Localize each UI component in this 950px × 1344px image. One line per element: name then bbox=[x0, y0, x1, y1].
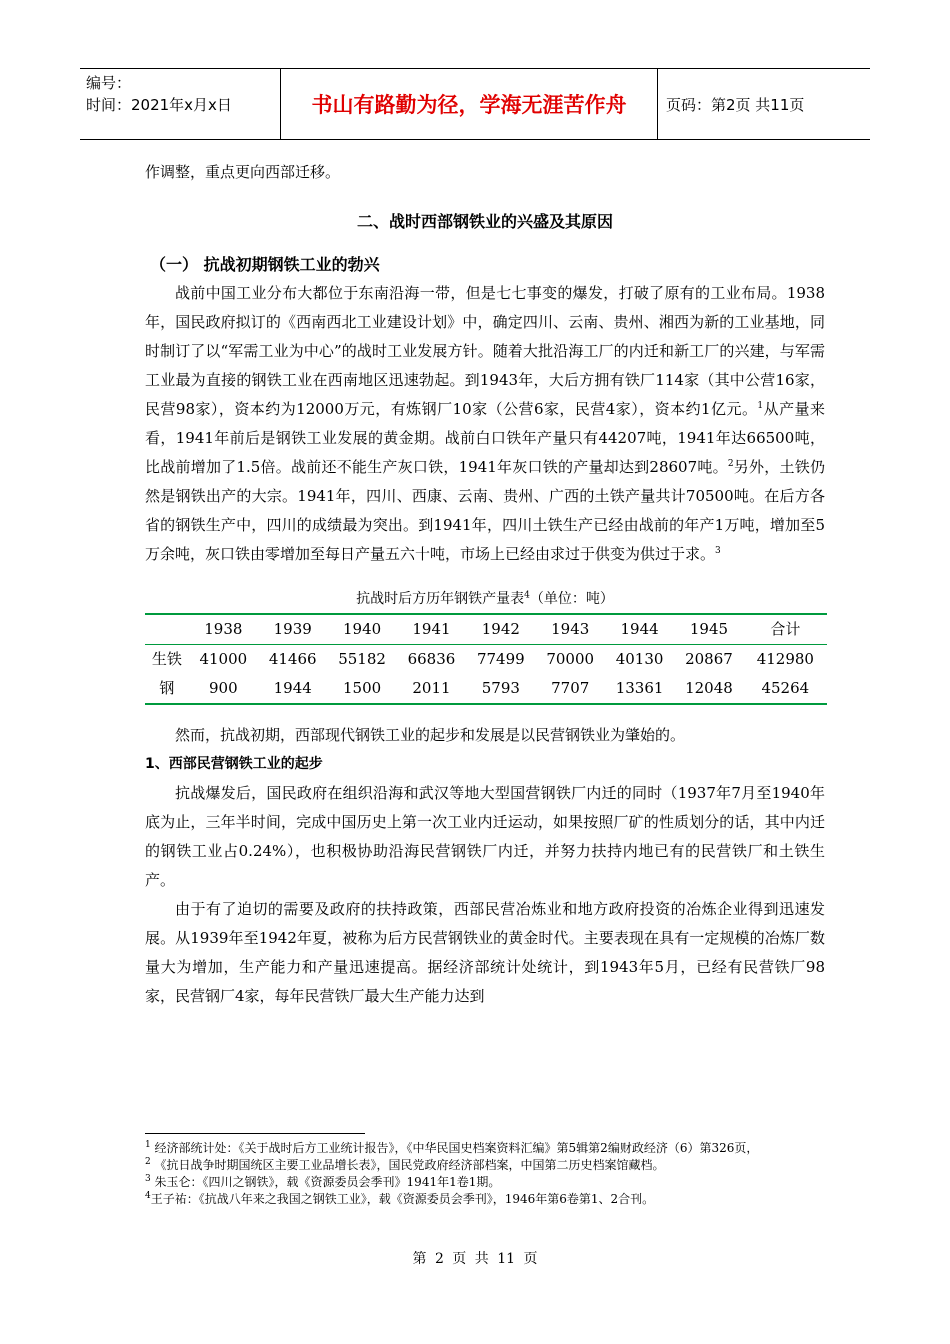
table-header-cell: 1944 bbox=[620, 620, 659, 638]
paragraph-3: 抗战爆发后，国民政府在组织沿海和武汉等地大型国营钢铁厂内迁的同时（1937年7月至1940年底为止，三年半时间，完成中国历史上第一次工业内迁运动，如果按照厂矿的性质划分的话，其中内迁的钢铁工业占0.24%），也积极协助沿海民营钢铁厂内迁，并努力扶持内地已有的民营铁厂和土铁生产。 bbox=[145, 784, 825, 889]
table-header-cell: 1943 bbox=[551, 620, 590, 638]
table-caption-unit: （单位：吨） bbox=[529, 591, 614, 607]
header-motto-cell bbox=[280, 69, 658, 139]
table-cell: 412980 bbox=[756, 650, 814, 668]
table-caption bbox=[145, 587, 825, 611]
footnote-ref-3: 3 bbox=[715, 546, 721, 556]
footnotes bbox=[145, 1140, 825, 1208]
table-cell: 41000 bbox=[199, 650, 248, 668]
table-cell: 20867 bbox=[685, 650, 733, 668]
table-cell: 1500 bbox=[342, 679, 382, 697]
table-row bbox=[145, 674, 827, 704]
table-cell: 55182 bbox=[338, 650, 386, 668]
section-title: 二、战时西部钢铁业的兴盛及其原因 bbox=[356, 212, 613, 231]
footnote bbox=[145, 1174, 825, 1191]
header-meta bbox=[80, 69, 280, 139]
paragraph-1-part-b: 从产量来看，1941年前后是钢铁工业发展的黄金期。战前白口铁年产量只有44207吨，1941年达66500吨，比战前增加了1.5倍。战前还不能生产灰口铁，1941年灰口铁的产量却达到28607吨。 bbox=[145, 400, 825, 476]
header-date: 时间：2021年x月x日 bbox=[86, 96, 232, 114]
page-header bbox=[80, 68, 870, 140]
paragraph-1-part-c: 另外，土铁仍然是钢铁出产的大宗。1941年，四川、西康、云南、贵州、广西的土铁产量共计70500吨。在后方各省的钢铁生产中，四川的成绩最为突出。到1941年，四川土铁生产已经由战前的年产1万吨，增加至5万余吨，灰口铁由零增加至每日产量五六十吨，市场上已经由求过于供变为供过于求。 bbox=[145, 458, 825, 563]
table-cell: 66836 bbox=[407, 650, 456, 668]
footnote bbox=[145, 1157, 825, 1174]
table-cell: 77499 bbox=[476, 650, 525, 668]
footnote-text: 经济部统计处：《关于战时后方工业统计报告》，《中华民国史档案资料汇编》第5辑第2编财政经济（6）第326页， bbox=[150, 1141, 759, 1155]
table-cell: 13361 bbox=[615, 679, 664, 697]
steel-production-table bbox=[145, 613, 827, 705]
table-header-row bbox=[145, 614, 827, 645]
footnote-ref-1: 1 bbox=[757, 401, 764, 411]
paragraph-1-part-a: 战前中国工业分布大都位于东南沿海一带，但是七七事变的爆发，打破了原有的工业布局。1938年，国民政府拟订的《西南西北工业建设计划》中，确定四川、云南、贵州、湘西为新的工业基地，同时制订了以“军需工业为中心”的战时工业发展方针。随着大批沿海工厂的内迁和新工厂的兴建，与军需工业最为直接的钢铁工业在西南地区迅速勃起。到1943年，大后方拥有铁厂114家（其中公营16家，民营98家），资本约为12000万元，有炼钢厂10家（公营6家，民营4家），资本约1亿元。 bbox=[145, 284, 825, 418]
document-body bbox=[145, 158, 825, 1011]
footnote-number: 2 bbox=[145, 1157, 151, 1167]
footnote-text: 朱玉仑：《四川之钢铁》，载《资源委员会季刊》1941年1卷1期。 bbox=[150, 1175, 501, 1189]
table-header-cell: 1945 bbox=[689, 620, 729, 638]
footnote-number: 1 bbox=[145, 1140, 151, 1150]
table-caption-title: 抗战时后方历年钢铁产量表 bbox=[356, 591, 525, 607]
table-cell: 900 bbox=[209, 679, 238, 697]
paragraph-2: 然而，抗战初期，西部现代钢铁工业的起步和发展是以民营钢铁业为肇始的。 bbox=[175, 726, 686, 744]
footnote-ref-2: 2 bbox=[727, 459, 734, 469]
table-header-cell: 1941 bbox=[412, 620, 451, 638]
page-footer: 第 2 页 共 11 页 bbox=[412, 1251, 538, 1267]
header-page-number: 页码：第2页 共11页 bbox=[666, 95, 805, 114]
table-cell: 7707 bbox=[551, 679, 590, 697]
table-cell: 5793 bbox=[481, 679, 520, 697]
footnote bbox=[145, 1140, 825, 1157]
header-number: 编号： bbox=[86, 74, 132, 92]
footnote-ref-4: 4 bbox=[524, 590, 530, 601]
table-cell: 41466 bbox=[268, 650, 317, 668]
table-row bbox=[145, 645, 827, 675]
table-header-cell: 1942 bbox=[481, 620, 520, 638]
intro-line: 作调整，重点更向西部迁移。 bbox=[145, 163, 341, 181]
footnote-text: 王子祐：《抗战八年来之我国之钢铁工业》，载《资源委员会季刊》，1946年第6卷第1、2合刊。 bbox=[150, 1192, 655, 1206]
table-cell: 12048 bbox=[685, 679, 733, 697]
table-header-cell: 合计 bbox=[770, 620, 801, 638]
table-cell: 40130 bbox=[615, 650, 664, 668]
footnote-text: 《抗日战争时期国统区主要工业品增长表》，国民党政府经济部档案，中国第二历史档案馆藏档。 bbox=[150, 1158, 665, 1172]
header-motto: 书山有路勤为径，学海无涯苦作舟 bbox=[311, 93, 627, 117]
footnote-number: 4 bbox=[145, 1191, 151, 1201]
table-header-cell: 1939 bbox=[273, 620, 312, 638]
paragraph-4: 由于有了迫切的需要及政府的扶持政策，西部民营冶炼业和地方政府投资的冶炼企业得到迅速发展。从1939年至1942年夏，被称为后方民营钢铁业的黄金时代。主要表现在具有一定规模的冶炼厂数量大为增加，生产能力和产量迅速提高。据经济部统计处统计，到1943年5月，已经有民营铁厂98家，民营钢厂4家，每年民营铁厂最大生产能力达到 bbox=[145, 900, 825, 1005]
footnote-number: 3 bbox=[145, 1174, 151, 1184]
table-cell: 70000 bbox=[546, 650, 595, 668]
table-cell: 钢 bbox=[159, 679, 175, 697]
table-cell: 45264 bbox=[761, 679, 810, 697]
paragraph-1 bbox=[145, 279, 825, 569]
table-header-cell: 1940 bbox=[342, 620, 382, 638]
table-cell: 2011 bbox=[412, 679, 451, 697]
sub-heading: 1、西部民营钢铁工业的起步 bbox=[145, 756, 323, 772]
table-header-cell: 1938 bbox=[204, 620, 243, 638]
table-header-cell bbox=[145, 614, 189, 645]
table-cell: 1944 bbox=[273, 679, 312, 697]
subsection-title: （一） 抗战初期钢铁工业的勃兴 bbox=[150, 255, 380, 274]
footnote-divider bbox=[145, 1133, 365, 1134]
table-cell: 生铁 bbox=[151, 650, 182, 668]
footnote bbox=[145, 1191, 825, 1208]
